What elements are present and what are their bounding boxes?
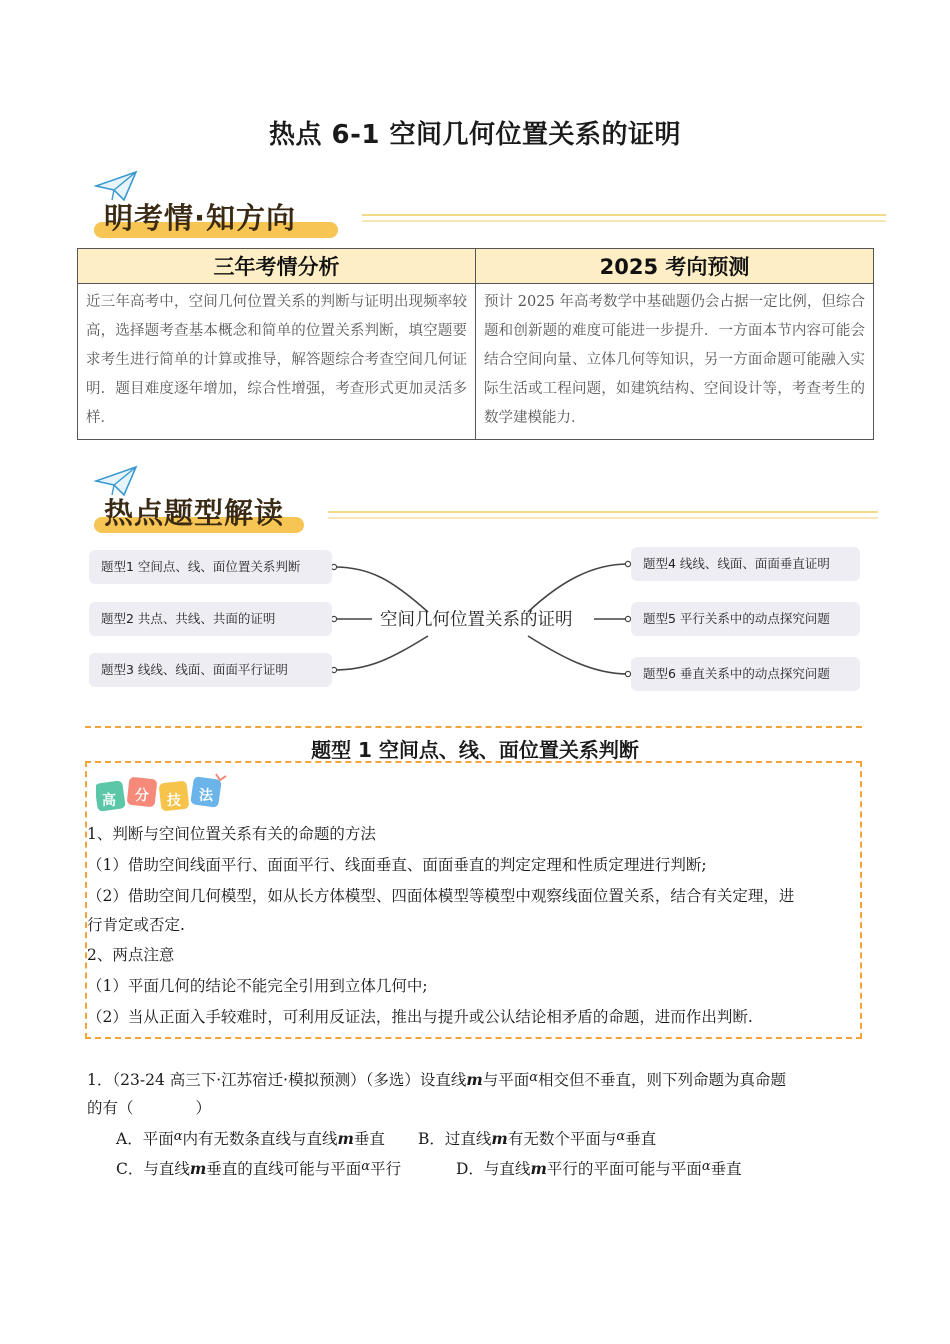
high-score-tips-badge: [96, 772, 236, 820]
exam-analysis-table: [77, 248, 874, 440]
table-header-analysis: 三年考情分析: [78, 249, 476, 284]
prediction-text: 预计 2025 年高考数学中基础题仍会占据一定比例，但综合题和创新题的难度可能进一步提升．一方面本节内容可能会结合空间向量、立体几何等知识，另一方面命题可能融入实际生活或工程问题，如建筑结构、空间设计等，考查考生的数学建模能力．: [476, 284, 874, 440]
question-1-stem: 1．（23-24 高三下·江苏宿迁·模拟预测）（多选）设直线m与平面$^\alpha$相交但不垂直，则下列命题为真命题: [87, 1070, 787, 1089]
method-line: （2）借助空间几何模型，如从长方体模型、四面体模型等模型中观察线面位置关系，结合有关定理，进: [87, 887, 795, 905]
option-c[interactable]: C．与直线m垂直的直线可能与平面$^\alpha$平行: [116, 1159, 402, 1178]
badge-char: 高: [102, 793, 116, 809]
section-banner-hot-topics: [88, 465, 888, 545]
banner-title: 明考情·知方向: [104, 201, 297, 235]
method-line: 2、两点注意: [87, 946, 175, 964]
type1-title: 题型 1 空间点、线、面位置关系判断: [311, 738, 639, 762]
badge-char: 技: [167, 793, 181, 809]
option-a[interactable]: A．平面$^\alpha$内有无数条直线与直线m垂直: [116, 1129, 385, 1148]
analysis-text: 近三年高考中，空间几何位置关系的判断与证明出现频率较高，选择题考查基本概念和简单的位置关系判断，填空题要求考生进行简单的计算或推导，解答题综合考查空间几何证明．题目难度逐年增加，综合性增强，考查形式更加灵活多样．: [78, 284, 476, 440]
badge-icon: [96, 772, 236, 816]
badge-char: 分: [135, 788, 149, 804]
mindmap-center: 空间几何位置关系的证明: [380, 610, 573, 630]
mindmap-item-type1: 题型1 空间点、线、面位置关系判断: [89, 550, 332, 584]
option-b[interactable]: B．过直线m有无数个平面与$^\alpha$垂直: [418, 1129, 657, 1148]
question-1-stem-cont: 的有（ ）: [87, 1099, 212, 1117]
method-line: （2）当从正面入手较难时，可利用反证法，推出与提升或公认结论相矛盾的命题，进而作出判断.: [87, 1008, 753, 1026]
mindmap-item-type4: 题型4 线线、线面、面面垂直证明: [631, 547, 860, 581]
method-line: 行肯定或否定.: [87, 916, 185, 934]
mindmap-item-type2: 题型2 共点、共线、共面的证明: [89, 602, 332, 636]
method-line: （1）借助空间线面平行、面面平行、线面垂直、面面垂直的判定定理和性质定理进行判断;: [87, 856, 707, 874]
banner-title: 热点题型解读: [104, 496, 285, 530]
mindmap-item-type3: 题型3 线线、线面、面面平行证明: [89, 653, 332, 687]
mindmap-item-type5: 题型5 平行关系中的动点探究问题: [631, 602, 860, 636]
section-divider: [85, 726, 862, 728]
mindmap-item-type6: 题型6 垂直关系中的动点探究问题: [631, 657, 860, 691]
method-line: （1）平面几何的结论不能完全引用到立体几何中;: [87, 977, 428, 995]
page-title: 热点 6-1 空间几何位置关系的证明: [268, 120, 682, 150]
section-banner-exam-analysis: [88, 170, 888, 250]
method-line: 1、判断与空间位置关系有关的命题的方法: [87, 825, 376, 843]
badge-char: 法: [199, 788, 213, 804]
option-d[interactable]: D．与直线m平行的平面可能与平面$^\alpha$垂直: [456, 1159, 742, 1178]
table-header-prediction: 2025 考向预测: [476, 249, 874, 284]
